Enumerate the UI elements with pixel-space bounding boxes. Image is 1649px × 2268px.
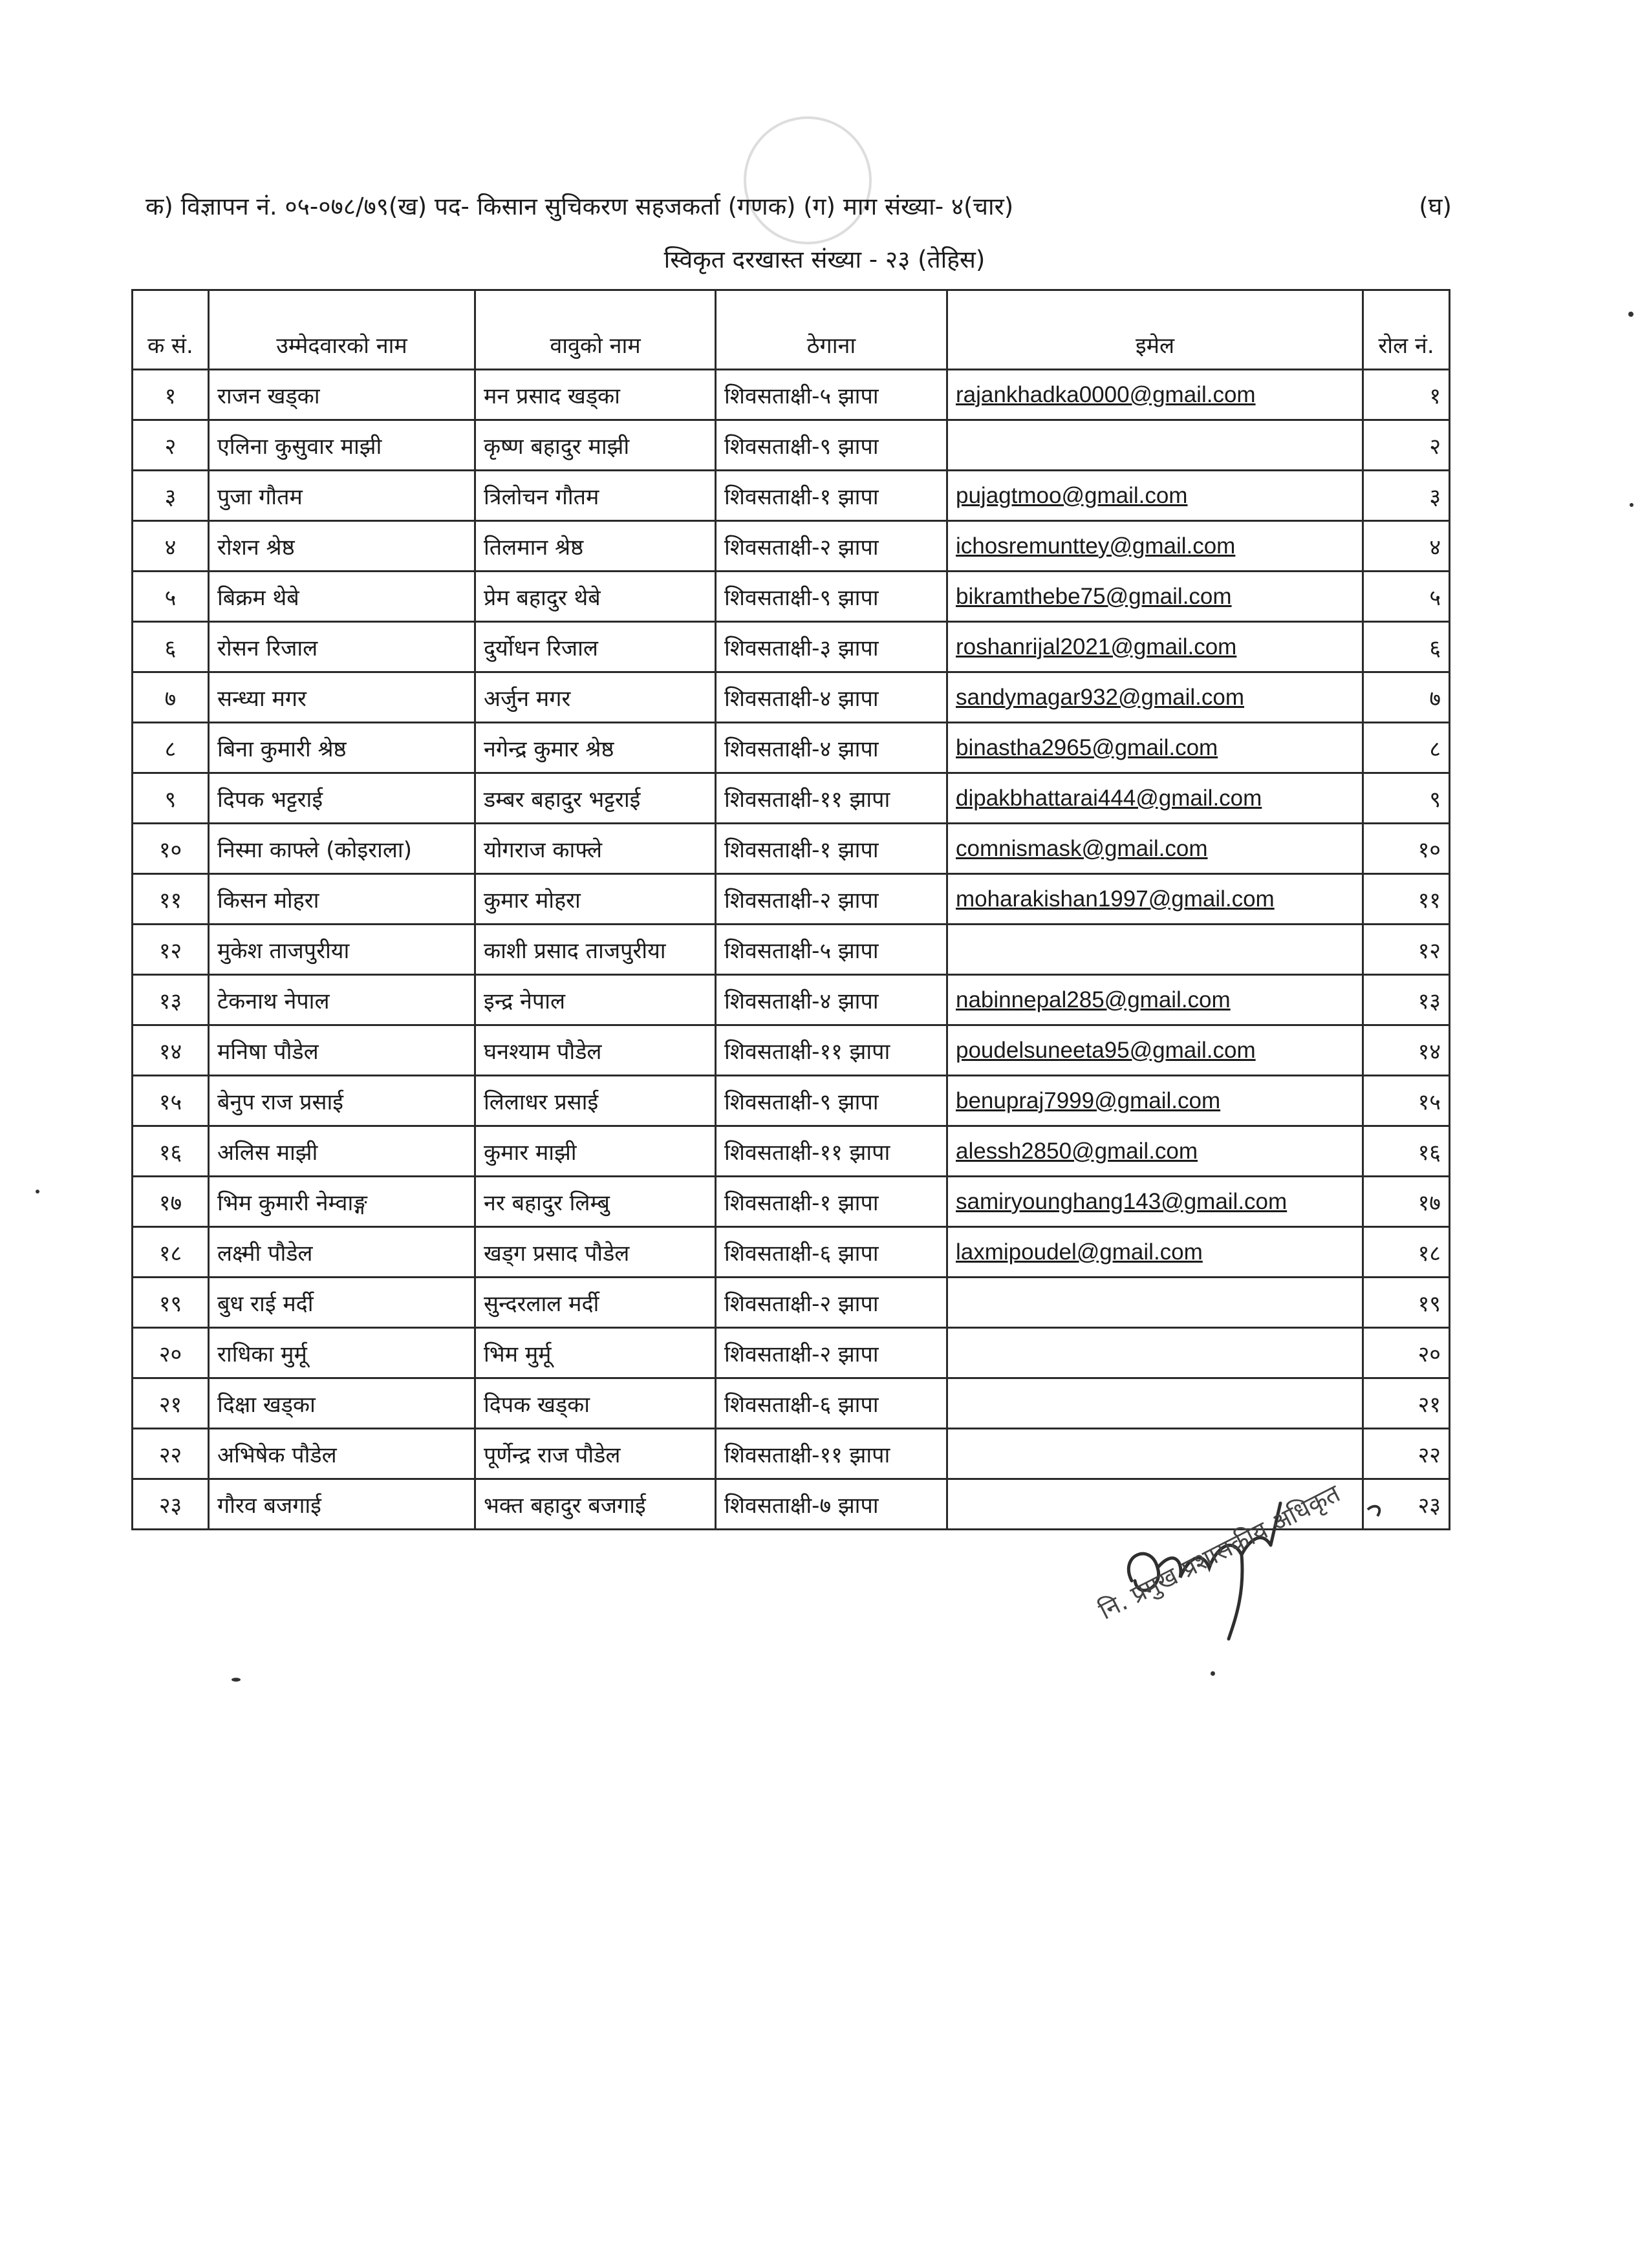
- candidate-name-cell: राजन खड्का: [209, 370, 475, 420]
- roll-no-cell: १३: [1363, 975, 1450, 1025]
- roll-no-cell: २: [1363, 420, 1450, 471]
- col-header-address: ठेगाना: [716, 290, 947, 370]
- roll-no-cell: ११: [1363, 874, 1450, 925]
- father-name-cell: कृष्ण बहादुर माझी: [475, 420, 716, 471]
- father-name-cell: नर बहादुर लिम्बु: [475, 1177, 716, 1227]
- address-cell: शिवसताक्षी-५ झापा: [716, 370, 947, 420]
- address-cell: शिवसताक्षी-९ झापा: [716, 1076, 947, 1126]
- serial-cell: ५: [133, 572, 209, 622]
- email-cell: rajankhadka0000@gmail.com: [947, 370, 1363, 420]
- candidate-name-cell: पुजा गौतम: [209, 471, 475, 521]
- vacancy-header: [146, 187, 1452, 226]
- candidate-name-cell: अलिस माझी: [209, 1126, 475, 1177]
- roll-no-cell: १९: [1363, 1278, 1450, 1328]
- candidate-name-cell: किसन मोहरा: [209, 874, 475, 925]
- serial-cell: ९: [133, 773, 209, 824]
- email-cell: poudelsuneeta95@gmail.com: [947, 1025, 1363, 1076]
- candidate-name-cell: बेनुप राज प्रसाई: [209, 1076, 475, 1126]
- address-cell: शिवसताक्षी-५ झापा: [716, 925, 947, 975]
- table-row: [133, 723, 1450, 773]
- scan-speck: [1630, 503, 1633, 507]
- email-cell: [947, 1328, 1363, 1378]
- address-cell: शिवसताक्षी-१ झापा: [716, 1177, 947, 1227]
- address-cell: शिवसताक्षी-२ झापा: [716, 521, 947, 572]
- applicant-table: [131, 289, 1450, 1530]
- table-row: [133, 925, 1450, 975]
- email-cell: [947, 925, 1363, 975]
- scan-speck: [1211, 1671, 1215, 1676]
- candidate-name-cell: दिक्षा खड्का: [209, 1378, 475, 1429]
- address-cell: शिवसताक्षी-४ झापा: [716, 975, 947, 1025]
- address-cell: शिवसताक्षी-११ झापा: [716, 1126, 947, 1177]
- candidate-name-cell: बिक्रम थेबे: [209, 572, 475, 622]
- serial-cell: ३: [133, 471, 209, 521]
- serial-cell: १४: [133, 1025, 209, 1076]
- accepted-applications-count: स्विकृत दरखास्त संख्या - २३ (तेहिस): [663, 246, 986, 273]
- serial-cell: १९: [133, 1278, 209, 1328]
- candidate-name-cell: अभिषेक पौडेल: [209, 1429, 475, 1479]
- table-row: [133, 1126, 1450, 1177]
- table-row: [133, 370, 1450, 420]
- roll-no-cell: ६: [1363, 622, 1450, 672]
- serial-cell: ७: [133, 672, 209, 723]
- roll-no-cell: १४: [1363, 1025, 1450, 1076]
- candidate-name-cell: मुकेश ताजपुरीया: [209, 925, 475, 975]
- serial-cell: ४: [133, 521, 209, 572]
- address-cell: शिवसताक्षी-९ झापा: [716, 420, 947, 471]
- roll-no-cell: १०: [1363, 824, 1450, 874]
- serial-cell: ८: [133, 723, 209, 773]
- address-cell: शिवसताक्षी-११ झापा: [716, 1429, 947, 1479]
- serial-cell: १६: [133, 1126, 209, 1177]
- table-row: [133, 572, 1450, 622]
- father-name-cell: अर्जुन मगर: [475, 672, 716, 723]
- table-row: [133, 1227, 1450, 1278]
- email-cell: benupraj7999@gmail.com: [947, 1076, 1363, 1126]
- roll-no-cell: ४: [1363, 521, 1450, 572]
- address-cell: शिवसताक्षी-४ झापा: [716, 672, 947, 723]
- address-cell: शिवसताक्षी-१ झापा: [716, 471, 947, 521]
- father-name-cell: घनश्याम पौडेल: [475, 1025, 716, 1076]
- father-name-cell: प्रेम बहादुर थेबे: [475, 572, 716, 622]
- serial-cell: १३: [133, 975, 209, 1025]
- table-row: [133, 975, 1450, 1025]
- email-cell: roshanrijal2021@gmail.com: [947, 622, 1363, 672]
- serial-cell: १: [133, 370, 209, 420]
- table-row: [133, 874, 1450, 925]
- roll-no-cell: ३: [1363, 471, 1450, 521]
- address-cell: शिवसताक्षी-९ झापा: [716, 572, 947, 622]
- table-row: [133, 773, 1450, 824]
- address-cell: शिवसताक्षी-४ झापा: [716, 723, 947, 773]
- serial-cell: १८: [133, 1227, 209, 1278]
- roll-no-cell: १७: [1363, 1177, 1450, 1227]
- email-cell: binastha2965@gmail.com: [947, 723, 1363, 773]
- table-row: [133, 1025, 1450, 1076]
- candidate-name-cell: एलिना कुसुवार माझी: [209, 420, 475, 471]
- signatory-title: नि. प्रमुख प्रशासकीय अधिकृत: [1094, 1479, 1345, 1625]
- roll-no-cell: १८: [1363, 1227, 1450, 1278]
- roll-no-cell: १: [1363, 370, 1450, 420]
- father-name-cell: तिलमान श्रेष्ठ: [475, 521, 716, 572]
- candidate-name-cell: रोसन रिजाल: [209, 622, 475, 672]
- address-cell: शिवसताक्षी-६ झापा: [716, 1227, 947, 1278]
- roll-no-cell: १६: [1363, 1126, 1450, 1177]
- serial-cell: ६: [133, 622, 209, 672]
- serial-cell: २२: [133, 1429, 209, 1479]
- father-name-cell: त्रिलोचन गौतम: [475, 471, 716, 521]
- candidate-name-cell: राधिका मुर्मू: [209, 1328, 475, 1378]
- address-cell: शिवसताक्षी-७ झापा: [716, 1479, 947, 1530]
- scan-speck: [36, 1190, 39, 1193]
- roll-no-cell: २३: [1363, 1479, 1450, 1530]
- col-header-father-name: वावुको नाम: [475, 290, 716, 370]
- candidate-name-cell: मनिषा पौडेल: [209, 1025, 475, 1076]
- candidate-name-cell: गौरव बजगाई: [209, 1479, 475, 1530]
- father-name-cell: मन प्रसाद खड्का: [475, 370, 716, 420]
- candidate-name-cell: बिना कुमारी श्रेष्ठ: [209, 723, 475, 773]
- email-cell: laxmipoudel@gmail.com: [947, 1227, 1363, 1278]
- address-cell: शिवसताक्षी-२ झापा: [716, 1278, 947, 1328]
- roll-no-cell: ५: [1363, 572, 1450, 622]
- father-name-cell: सुन्दरलाल मर्दी: [475, 1278, 716, 1328]
- table-row: [133, 1278, 1450, 1328]
- vacancy-header-text: क) विज्ञापन नं. ०५-०७८/७९(ख) पद- किसान सुचिकरण सहजकर्ता (गणक) (ग) माग संख्या- ४(चार): [146, 193, 1014, 220]
- table-row: [133, 1076, 1450, 1126]
- father-name-cell: पूर्णेन्द्र राज पौडेल: [475, 1429, 716, 1479]
- email-cell: [947, 420, 1363, 471]
- father-name-cell: नगेन्द्र कुमार श्रेष्ठ: [475, 723, 716, 773]
- table-row: [133, 521, 1450, 572]
- serial-cell: १५: [133, 1076, 209, 1126]
- email-cell: dipakbhattarai444@gmail.com: [947, 773, 1363, 824]
- table-row: [133, 471, 1450, 521]
- candidate-name-cell: टेकनाथ नेपाल: [209, 975, 475, 1025]
- father-name-cell: डम्बर बहादुर भट्टराई: [475, 773, 716, 824]
- email-cell: [947, 1378, 1363, 1429]
- address-cell: शिवसताक्षी-३ झापा: [716, 622, 947, 672]
- address-cell: शिवसताक्षी-११ झापा: [716, 1025, 947, 1076]
- candidate-name-cell: रोशन श्रेष्ठ: [209, 521, 475, 572]
- candidate-name-cell: भिम कुमारी नेम्वाङ्ग: [209, 1177, 475, 1227]
- scan-speck: [1628, 312, 1633, 317]
- email-cell: pujagtmoo@gmail.com: [947, 471, 1363, 521]
- candidate-name-cell: निस्मा काफ्ले (कोइराला): [209, 824, 475, 874]
- table-row: [133, 420, 1450, 471]
- section-marker: (घ): [1419, 193, 1452, 220]
- address-cell: शिवसताक्षी-१ झापा: [716, 824, 947, 874]
- serial-cell: १७: [133, 1177, 209, 1227]
- roll-no-cell: २०: [1363, 1328, 1450, 1378]
- table-header-row: [133, 290, 1450, 370]
- col-header-email: इमेल: [947, 290, 1363, 370]
- candidate-name-cell: सन्ध्या मगर: [209, 672, 475, 723]
- table-row: [133, 1429, 1450, 1479]
- table-row: [133, 672, 1450, 723]
- table-row: [133, 1378, 1450, 1429]
- email-cell: nabinnepal285@gmail.com: [947, 975, 1363, 1025]
- roll-no-cell: ८: [1363, 723, 1450, 773]
- roll-no-cell: २२: [1363, 1429, 1450, 1479]
- father-name-cell: लिलाधर प्रसाई: [475, 1076, 716, 1126]
- email-cell: samiryounghang143@gmail.com: [947, 1177, 1363, 1227]
- table-row: [133, 1328, 1450, 1378]
- roll-no-cell: ७: [1363, 672, 1450, 723]
- serial-cell: २: [133, 420, 209, 471]
- email-cell: [947, 1278, 1363, 1328]
- email-cell: ichosremunttey@gmail.com: [947, 521, 1363, 572]
- table-row: [133, 1177, 1450, 1227]
- email-cell: moharakishan1997@gmail.com: [947, 874, 1363, 925]
- serial-cell: २३: [133, 1479, 209, 1530]
- col-header-candidate-name: उम्मेदवारको नाम: [209, 290, 475, 370]
- table-row: [133, 824, 1450, 874]
- roll-no-cell: ९: [1363, 773, 1450, 824]
- father-name-cell: दुर्योधन रिजाल: [475, 622, 716, 672]
- address-cell: शिवसताक्षी-११ झापा: [716, 773, 947, 824]
- candidate-name-cell: लक्ष्मी पौडेल: [209, 1227, 475, 1278]
- table-row: [133, 622, 1450, 672]
- father-name-cell: योगराज काफ्ले: [475, 824, 716, 874]
- father-name-cell: भक्त बहादुर बजगाई: [475, 1479, 716, 1530]
- roll-no-cell: २१: [1363, 1378, 1450, 1429]
- father-name-cell: भिम मुर्मू: [475, 1328, 716, 1378]
- serial-cell: १०: [133, 824, 209, 874]
- address-cell: शिवसताक्षी-२ झापा: [716, 1328, 947, 1378]
- father-name-cell: खड्ग प्रसाद पौडेल: [475, 1227, 716, 1278]
- email-cell: alessh2850@gmail.com: [947, 1126, 1363, 1177]
- father-name-cell: काशी प्रसाद ताजपुरीया: [475, 925, 716, 975]
- father-name-cell: कुमार माझी: [475, 1126, 716, 1177]
- email-cell: sandymagar932@gmail.com: [947, 672, 1363, 723]
- col-header-roll-no: रोल नं.: [1363, 290, 1450, 370]
- email-cell: comnismask@gmail.com: [947, 824, 1363, 874]
- email-cell: [947, 1429, 1363, 1479]
- scan-speck: [232, 1678, 241, 1682]
- roll-no-cell: १५: [1363, 1076, 1450, 1126]
- roll-no-cell: १२: [1363, 925, 1450, 975]
- candidate-name-cell: बुध राई मर्दी: [209, 1278, 475, 1328]
- father-name-cell: दिपक खड्का: [475, 1378, 716, 1429]
- address-cell: शिवसताक्षी-२ झापा: [716, 874, 947, 925]
- serial-cell: २०: [133, 1328, 209, 1378]
- address-cell: शिवसताक्षी-६ झापा: [716, 1378, 947, 1429]
- candidate-name-cell: दिपक भट्टराई: [209, 773, 475, 824]
- father-name-cell: कुमार मोहरा: [475, 874, 716, 925]
- serial-cell: १२: [133, 925, 209, 975]
- serial-cell: २१: [133, 1378, 209, 1429]
- email-cell: bikramthebe75@gmail.com: [947, 572, 1363, 622]
- serial-cell: ११: [133, 874, 209, 925]
- father-name-cell: इन्द्र नेपाल: [475, 975, 716, 1025]
- col-header-serial: क सं.: [133, 290, 209, 370]
